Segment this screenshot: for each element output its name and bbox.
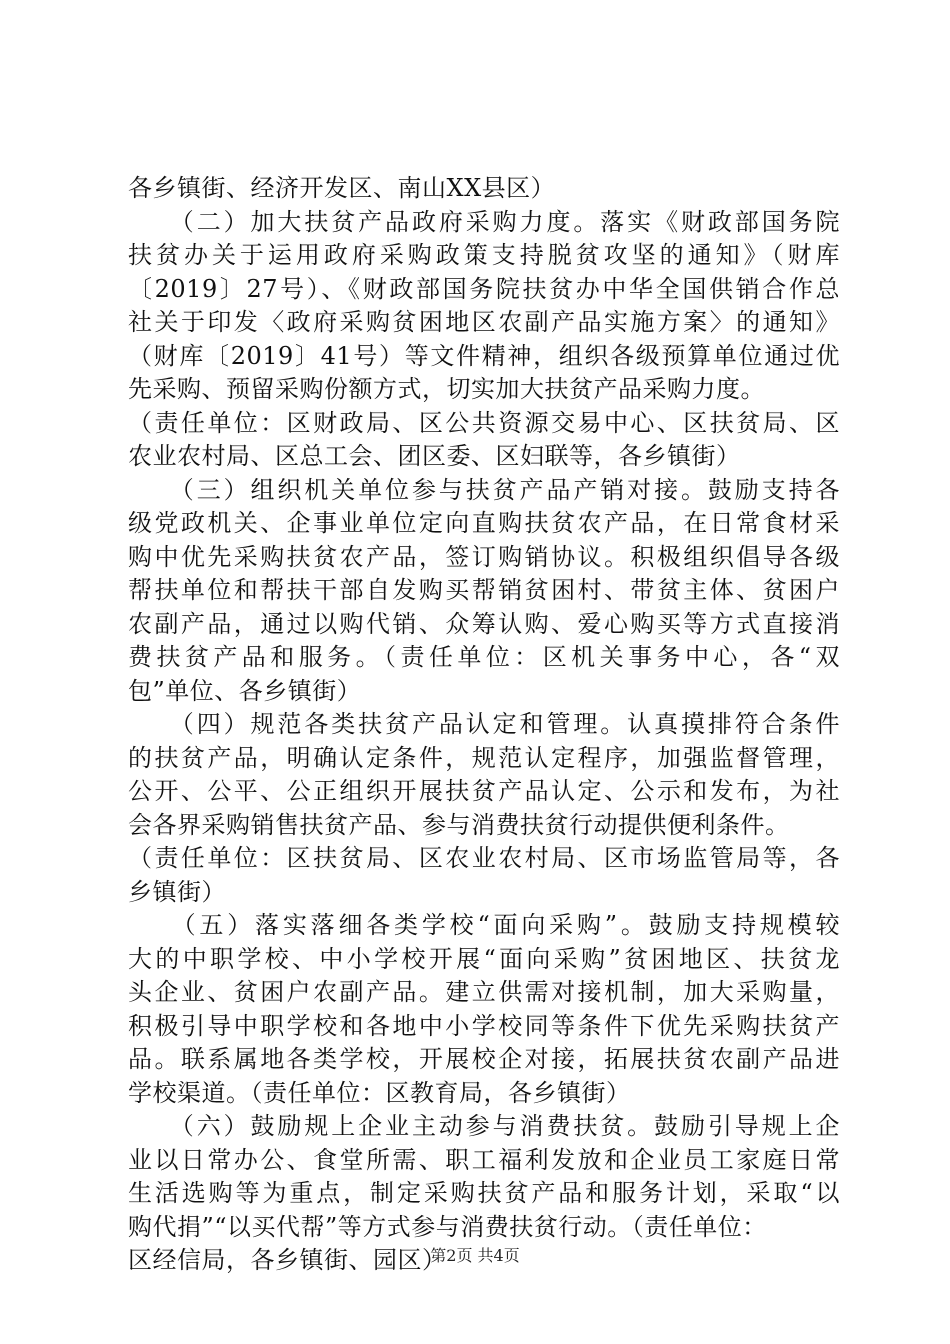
- text-line: （六）鼓励规上企业主动参与消费扶贫。鼓励引导规上企: [128, 1112, 840, 1140]
- text-line: 社关于印发〈政府采购贫困地区农副产品实施方案〉的通知》: [128, 308, 840, 336]
- text-line: 各乡镇街、经济开发区、南山XX县区）: [128, 174, 556, 202]
- text-line: 头企业、贫困户农副产品。建立供需对接机制，加大采购量，: [128, 978, 840, 1006]
- text-line: （三）组织机关单位参与扶贫产品产销对接。鼓励支持各: [128, 475, 840, 504]
- text-line: 大的中职学校、中小学校开展“面向采购”贫困地区、扶贫龙: [128, 944, 840, 973]
- text-line: 区经信局，各乡镇街、园区）: [128, 1246, 447, 1274]
- text-line: 购代捐”“以买代帮”等方式参与消费扶贫行动。（责任单位：: [128, 1212, 767, 1241]
- text-line: 会各界采购销售扶贫产品、参与消费扶贫行动提供便利条件。: [128, 810, 790, 839]
- text-line: 的扶贫产品，明确认定条件，规范认定程序，加强监督管理，: [128, 743, 840, 772]
- text-line: 学校渠道。（责任单位：区教育局，各乡镇街）: [128, 1078, 631, 1107]
- text-line: 购中优先采购扶贫农产品，签订购销协议。积极组织倡导各级: [128, 542, 840, 571]
- text-line: 包”单位、各乡镇街）: [128, 676, 362, 705]
- text-line: 农业农村局、区总工会、团区委、区妇联等，各乡镇街）: [128, 442, 741, 470]
- text-line: 品。联系属地各类学校，开展校企对接，拓展扶贫农副产品进: [128, 1045, 840, 1073]
- page-footer: 第2页 共4页: [430, 1246, 520, 1265]
- text-line: 级党政机关、企事业单位定向直购扶贫农产品，在日常食材采: [128, 509, 840, 537]
- text-line: （责任单位：区扶贫局、区农业农村局、区市场监管局等，各: [128, 844, 840, 872]
- text-line: （财库〔2019〕41号）等文件精神，组织各级预算单位通过优: [128, 341, 840, 370]
- text-line: 〔2019〕27号）、《财政部国务院扶贫办中华全国供销合作总: [128, 274, 840, 303]
- text-line: （五）落实落细各类学校“面向采购”。鼓励支持规模较: [128, 911, 840, 939]
- text-line: 业以日常办公、食堂所需、职工福利发放和企业员工家庭日常: [128, 1145, 840, 1174]
- text-line: 积极引导中职学校和各地中小学校同等条件下优先采购扶贫产: [128, 1011, 840, 1040]
- text-line: 费扶贫产品和服务。（责任单位：区机关事务中心，各“双: [128, 643, 840, 671]
- text-line: 农副产品，通过以购代销、众筹认购、爱心购买等方式直接消: [128, 609, 840, 638]
- text-line: （责任单位：区财政局、区公共资源交易中心、区扶贫局、区: [128, 408, 840, 437]
- text-line: 先采购、预留采购份额方式，切实加大扶贫产品采购力度。: [128, 375, 765, 403]
- document-body: [128, 172, 840, 1278]
- text-line: （二）加大扶贫产品政府采购力度。落实《财政部国务院: [128, 207, 840, 236]
- text-line: 乡镇街）: [128, 877, 226, 906]
- text-line: 公开、公平、公正组织开展扶贫产品认定、公示和发布，为社: [128, 777, 840, 805]
- text-line: （四）规范各类扶贫产品认定和管理。认真摸排符合条件: [128, 710, 840, 738]
- text-line: 帮扶单位和帮扶干部自发购买帮销贫困村、带贫主体、贫困户: [128, 576, 840, 604]
- text-line: 生活选购等为重点，制定采购扶贫产品和服务计划，采取“以: [128, 1179, 840, 1207]
- text-line: 扶贫办关于运用政府采购政策支持脱贫攻坚的通知》（财库: [128, 241, 840, 269]
